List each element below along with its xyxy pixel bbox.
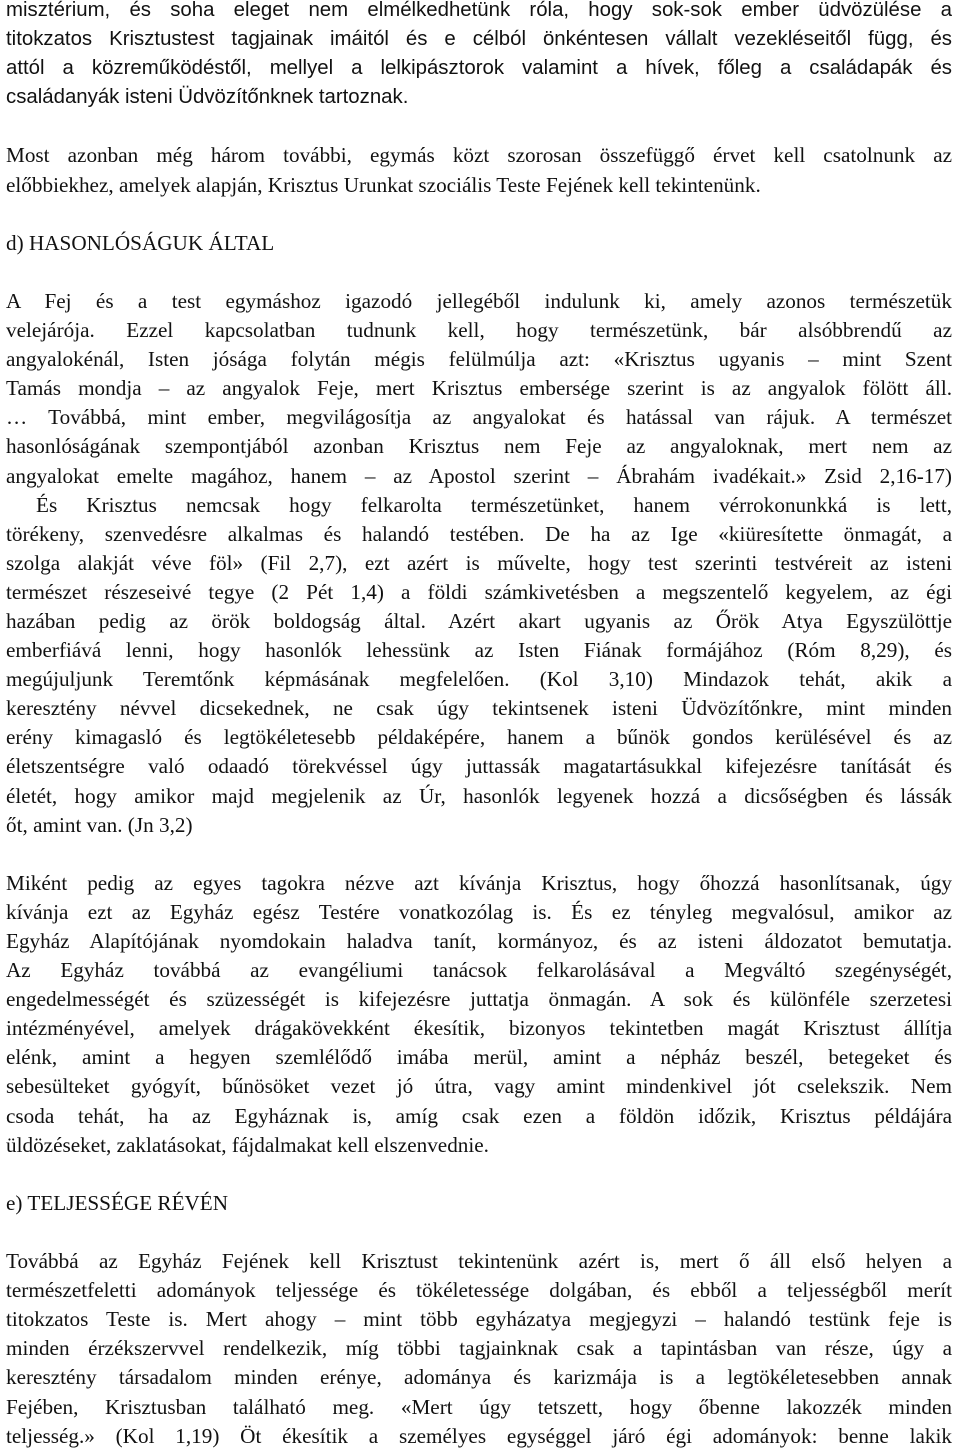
text-line: Most azonban még három további, egymás közt szorosan összefüggő érvet kell csatolnunk az [6,143,952,168]
text-line: Továbbá az Egyház Fejének kell Krisztust tekintenünk azért is, mert ő áll első helyen a [6,1249,952,1274]
text-line: őt, amint van. (Jn 3,2) [6,812,193,837]
text-line: Az Egyház továbbá az evangéliumi tanácsok felkarolásával a Megváltó szegénységét, [6,958,952,983]
text-line: törékeny, szenvedésre alkalmas és halandó testében. De ha az Ige «kiüresítette önmagát, a [6,521,952,546]
document-page [6,0,952,1451]
body-paragraph [6,287,952,840]
text-line: kívánja ezt az Egyház egész Testére vonatkozólag is. És ez tényleg megvalósul, amikor az [6,899,952,924]
body-paragraph [6,141,952,199]
text-line: hasonlóságának szempontjából azonban Krisztus nem Feje az angyaloknak, mert nem az [6,434,952,459]
text-line: d) HASONLÓSÁGUK ÁLTAL [6,230,275,255]
text-line: életszentségre való odaadó törekvéssel úgy juttassák magatartásukkal kifejezésre tanítását és [6,754,952,779]
text-line: titokzatos Krisztustest tagjainak imáitól és e célból önkéntesen vállalt vezekléseitől függ, és [6,28,952,51]
paragraph-gap [6,1160,952,1189]
text-line: erény kimagasló és legtökéletesebb példaképére, hanem a bűnök gondos kerülésével és az [6,725,952,750]
section-heading [6,1189,952,1218]
paragraph-gap [6,112,952,141]
text-line: misztérium, és soha eleget nem elmélkedhetünk róla, hogy sok-sok ember üdvözülése a [6,0,952,21]
text-line: minden érzékszervvel rendelkezik, míg többi tagjainknak csak a tapintásban van része, úgy a [6,1336,952,1361]
text-line: keresztény társadalom minden erénye, adománya és karizmája is a legtökéletesebben annak [6,1365,952,1390]
text-line: elénk, amint a hegyen szemlélődő imába merül, amint a népház beszél, betegeket és [6,1045,952,1070]
text-line: És Krisztus nemcsak hogy felkarolta természetünket, hanem vérrokonunkká is lett, [36,492,952,517]
body-paragraph [6,869,952,1160]
text-line: teljesség.» (Kol 1,19) Öt ékesítik a személyes egységgel járó égi adományok: benne lakik [6,1423,952,1448]
text-line: … Továbbá, mint ember, megvilágosítja az angyalokat és hatással van rájuk. A természet [6,405,952,430]
text-line: családanyák isteni Üdvözítőnknek tartoznak. [6,86,409,109]
text-line: angyalokénál, Isten jósága folytán mégis felülmúlja azt: «Krisztus ugyanis – mint Szent [6,347,952,372]
text-line: üldözéseket, zaklatásokat, fájdalmakat kell elszenvednie. [6,1132,489,1157]
text-line: Egyház Alapítójának nyomdokain haladva tanít, kormányoz, és az isteni áldozatot bemutatja. [6,929,952,953]
body-paragraph [6,0,952,112]
text-line: engedelmességét és szüzességét is kifejezésre juttatja önmagán. A sok és különféle szerzetesi [6,987,952,1012]
body-paragraph [6,1247,952,1451]
text-line: emberfiává lenni, hogy hasonlók lehessünk az Isten Fiának formájához (Róm 8,29), és [6,638,952,663]
text-line: természet részeseivé tegye (2 Pét 1,4) a földi számkivetésben a megszentelő kegyelem, az égi [6,579,952,604]
text-line: Fejében, Krisztusban található meg. «Mert úgy tetszett, hogy őbenne lakozzék minden [6,1394,952,1419]
text-line: csoda tehát, ha az Egyháznak is, amíg csak ezen a földön időzik, Krisztus példájára [6,1103,952,1128]
paragraph-gap [6,258,952,287]
text-line: angyalokat emelte magához, hanem – az Apostol szerint – Ábrahám ivadékait.» Zsid 2,16-17) [6,463,952,488]
text-line: keresztény névvel dicsekednek, ne csak úgy tekintsenek isteni Üdvözítőnkre, mint minden [6,696,952,721]
text-line: életét, hogy amikor majd megjelenik az Úr, hasonlók legyenek hozzá a dicsőségben és lássák [6,783,952,808]
paragraph-gap [6,200,952,229]
text-line: hazában pedig az örök boldogság által. Azért akart ugyanis az Őrök Atya Egyszülöttje [6,608,952,633]
text-line: sebesülteket gyógyít, bűnösöket vezet jó útra, vagy amint mindenkivel jót cselekszik. Nem [6,1074,952,1099]
paragraph-gap [6,840,952,869]
paragraph-gap [6,1218,952,1247]
text-line: intézményével, amelyek drágakövekként ékesítik, bizonyos tekintetben magát Krisztust állítja [6,1016,952,1041]
text-line: e) TELJESSÉGE RÉVÉN [6,1190,229,1215]
text-line: Miként pedig az egyes tagokra nézve azt kívánja Krisztus, hogy őhozzá hasonlítsanak, úgy [6,870,952,895]
text-line: titokzatos Teste is. Mert ahogy – mint több egyházatya megjegyzi – halandó testünk feje is [6,1307,952,1332]
text-line: attól a közreműködéstől, mellyel a lelkipásztorok valamint a hívek, főleg a családapák és [6,57,952,80]
text-line: megújuljunk Teremtőnk képmásának megfelelően. (Kol 3,10) Mindazok tehát, akik a [6,667,952,692]
text-line: természetfeletti adományok teljessége és tökéletessége dolgában, és ebből a teljességből merít [6,1278,952,1303]
text-line: előbbiekhez, amelyek alapján, Krisztus Urunkat szociális Teste Fejének kell tekintenünk. [6,172,761,197]
text-line: velejárója. Ezzel kapcsolatban tudnunk kell, hogy természetünk, bár alsóbbrendű az [6,318,952,343]
section-heading [6,229,952,258]
text-line: A Fej és a test egymáshoz igazodó jellegéből indulunk ki, amely azonos természetük [6,288,952,313]
text-line: Tamás mondja – az angyalok Feje, mert Krisztus embersége szerint is az angyalok fölött áll. [6,376,952,401]
text-line: szolga alakját véve föl» (Fil 2,7), ezt azért is művelte, hogy test szerinti testvéreit az isteni [6,550,952,575]
